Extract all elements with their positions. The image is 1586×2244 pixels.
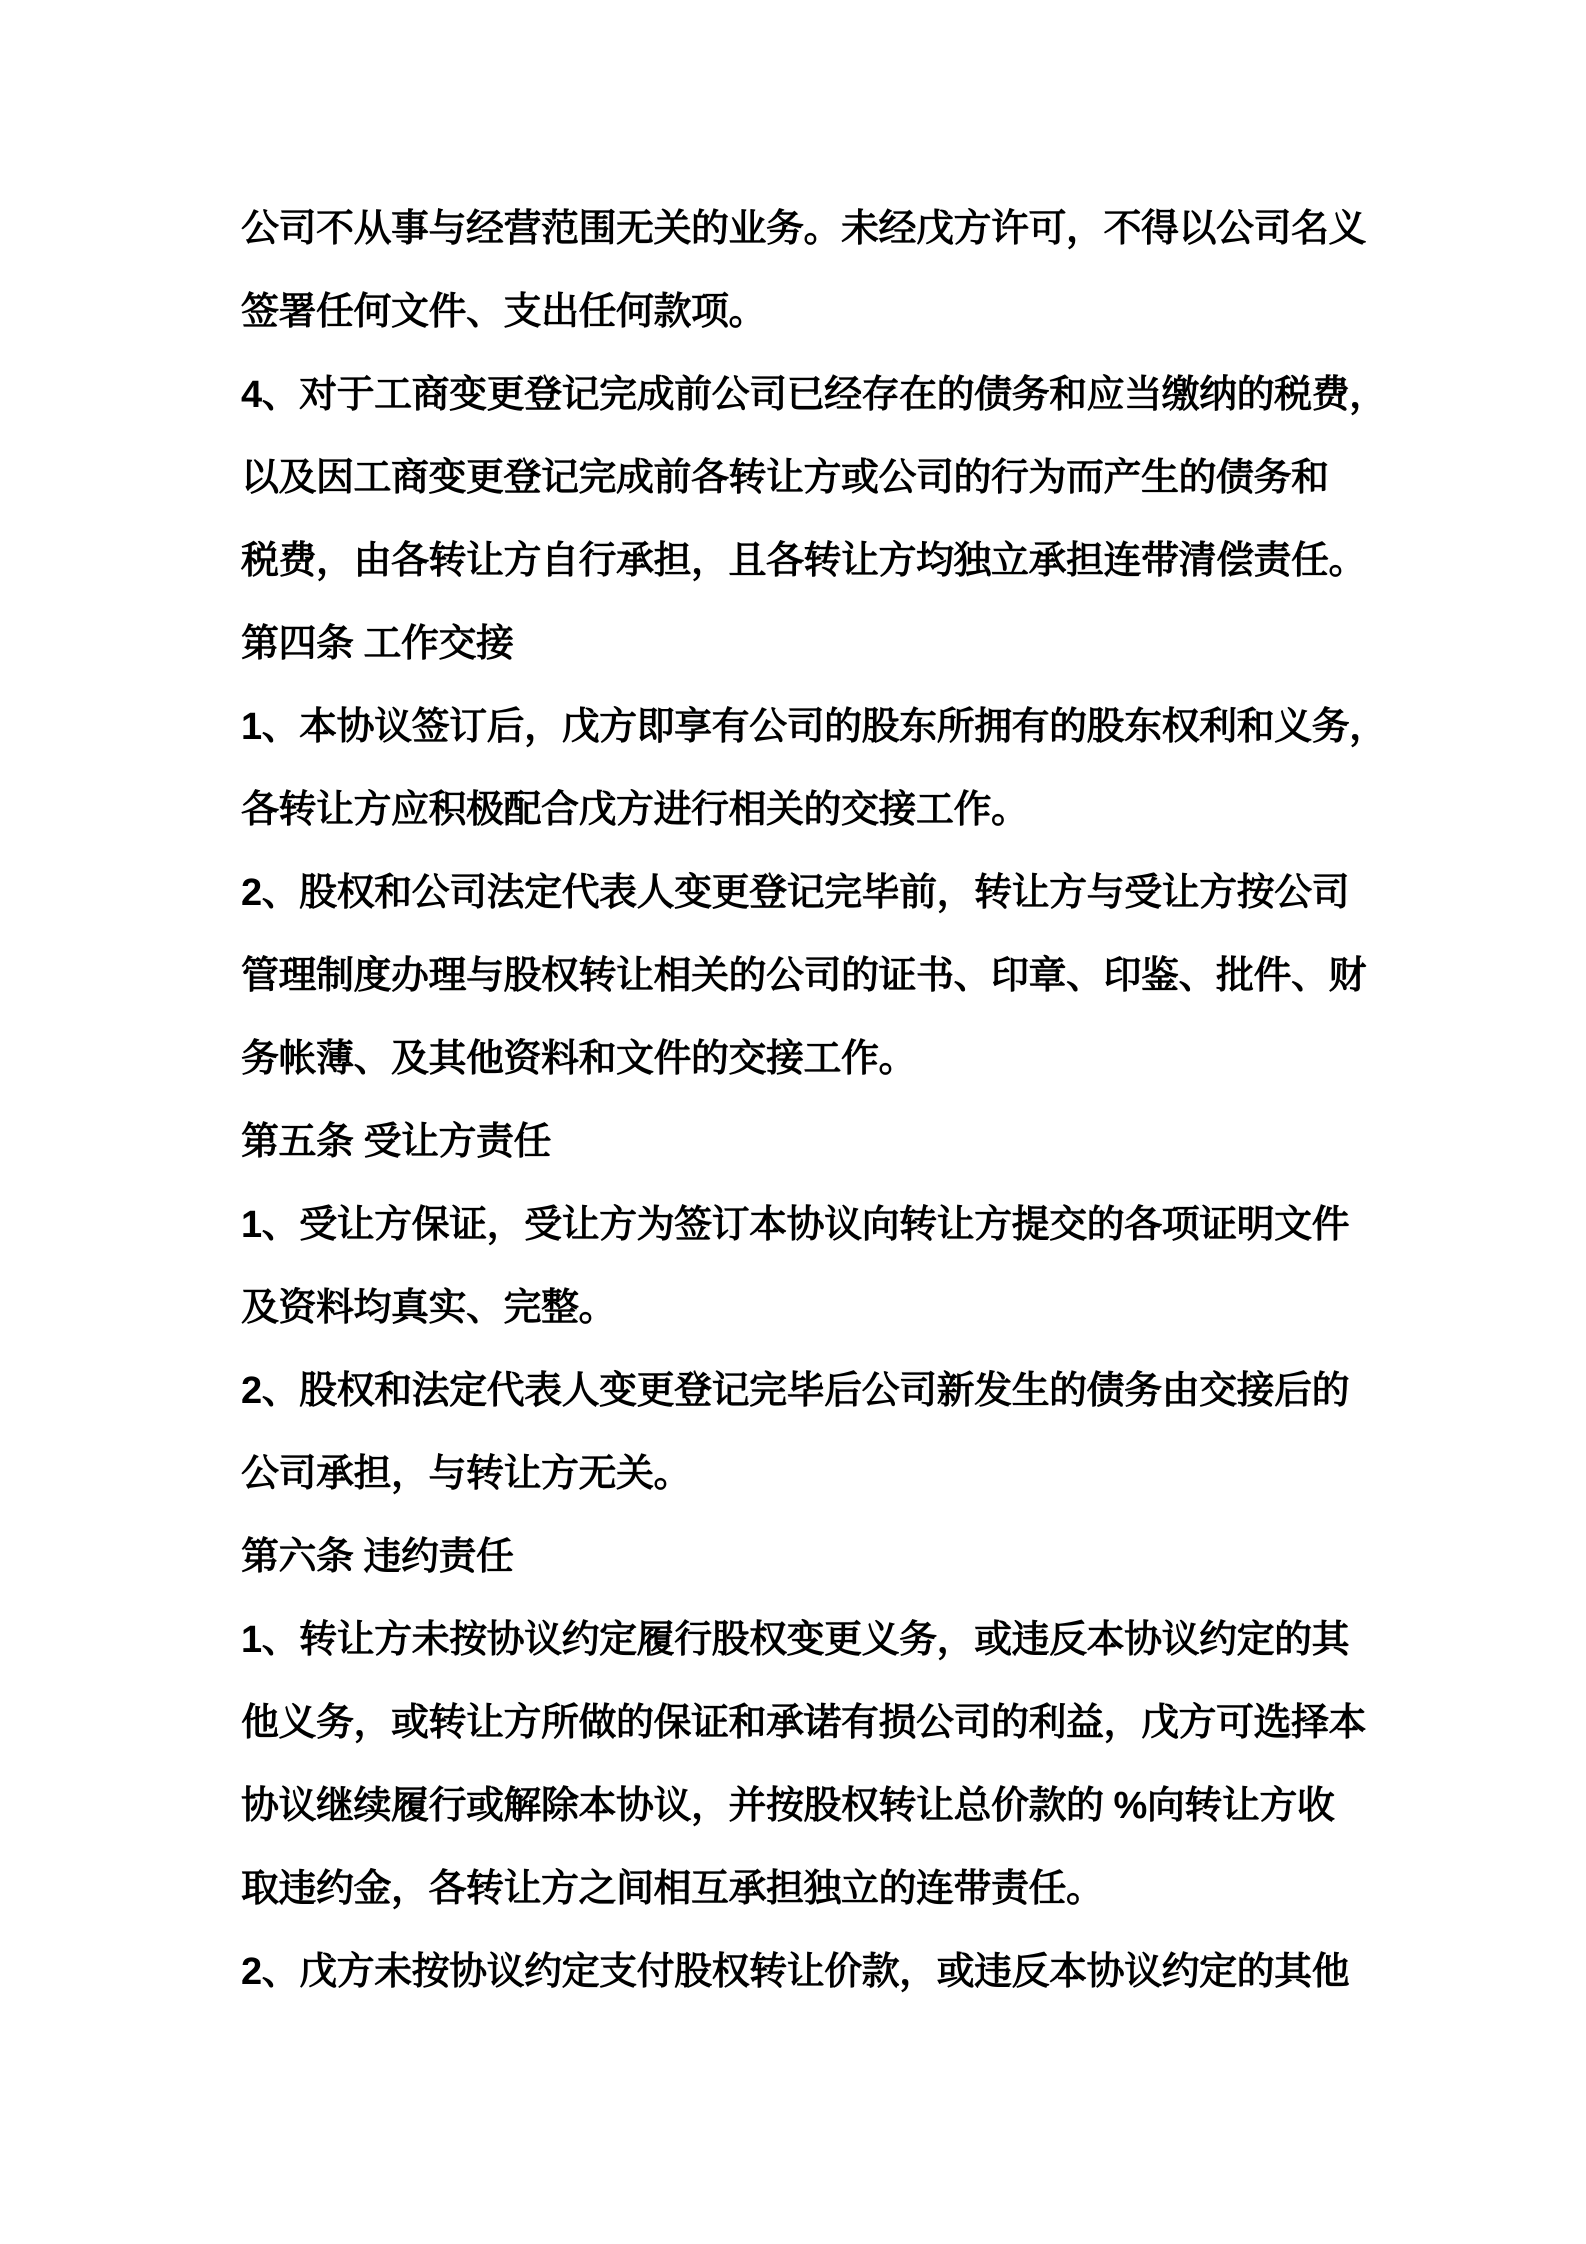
article-5-item-2 — [241, 1350, 1401, 1516]
text-line: 第四条 工作交接 — [241, 623, 514, 665]
text-line: 2、股权和公司法定代表人变更登记完毕前，转让方与受让方按公司 — [241, 872, 1350, 914]
text-line: 第五条 受让方责任 — [241, 1121, 552, 1163]
text-line: 1、转让方未按协议约定履行股权变更义务，或违反本协议约定的其 — [241, 1619, 1350, 1661]
text-line: 2、戊方未按协议约定支付股权转让价款，或违反本协议约定的其他 — [241, 1951, 1350, 1993]
text-line: 4、对于工商变更登记完成前公司已经存在的债务和应当缴纳的税费， — [241, 374, 1387, 416]
contract-text-block — [241, 188, 1401, 2014]
text-line: 取违约金，各转让方之间相互承担独立的连带责任。 — [241, 1868, 1104, 1910]
clause-item-3-continued — [241, 188, 1401, 354]
text-line: 公司承担，与转让方无关。 — [241, 1453, 692, 1495]
article-6-item-2 — [241, 1931, 1401, 2014]
text-line: 公司不从事与经营范围无关的业务。未经戊方许可，不得以公司名义 — [241, 208, 1367, 250]
text-line: 及资料均真实、完整。 — [241, 1287, 617, 1329]
text-line: 管理制度办理与股权转让相关的公司的证书、印章、印鉴、批件、财 — [241, 955, 1367, 997]
text-line: 税费，由各转让方自行承担，且各转让方均独立承担连带清偿责任。 — [241, 540, 1367, 582]
article-5-heading — [241, 1101, 1401, 1184]
text-line: 第六条 违约责任 — [241, 1536, 514, 1578]
text-line: 1、受让方保证，受让方为签订本协议向转让方提交的各项证明文件 — [241, 1204, 1350, 1246]
article-4-item-2 — [241, 852, 1401, 1101]
text-line: 协议继续履行或解除本协议，并按股权转让总价款的 %向转让方收 — [241, 1785, 1335, 1827]
clause-item-4 — [241, 354, 1401, 603]
article-5-item-1 — [241, 1184, 1401, 1350]
text-line: 务帐薄、及其他资料和文件的交接工作。 — [241, 1038, 917, 1080]
text-line: 1、本协议签订后，戊方即享有公司的股东所拥有的股东权利和义务， — [241, 706, 1387, 748]
article-6-item-1 — [241, 1599, 1401, 1931]
text-line: 签署任何文件、支出任何款项。 — [241, 291, 767, 333]
text-line: 2、股权和法定代表人变更登记完毕后公司新发生的债务由交接后的 — [241, 1370, 1350, 1412]
article-6-heading — [241, 1516, 1401, 1599]
text-line: 他义务，或转让方所做的保证和承诺有损公司的利益，戊方可选择本 — [241, 1702, 1367, 1744]
article-4-item-1 — [241, 686, 1401, 852]
text-line: 以及因工商变更登记完成前各转让方或公司的行为而产生的债务和 — [241, 457, 1329, 499]
text-line: 各转让方应积极配合戊方进行相关的交接工作。 — [241, 789, 1029, 831]
article-4-heading — [241, 603, 1401, 686]
